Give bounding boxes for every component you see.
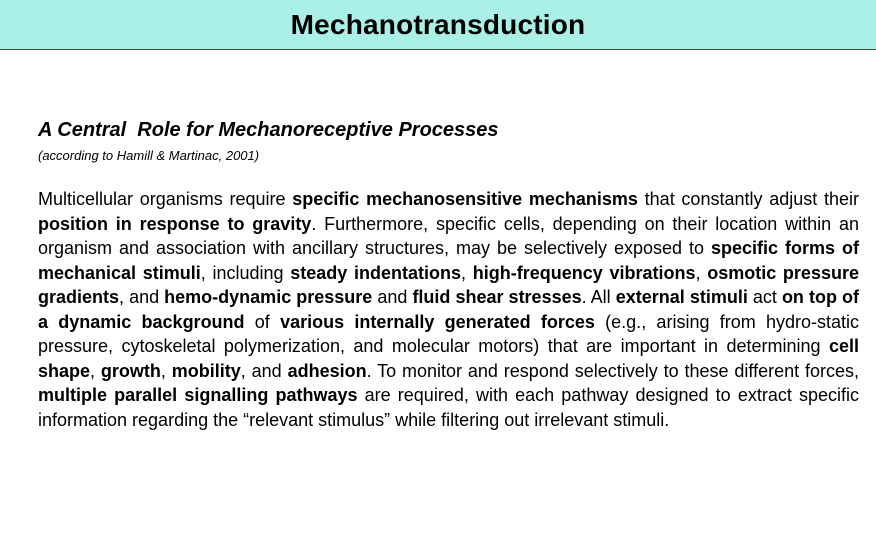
body-text: that constantly adjust their xyxy=(637,189,859,209)
title-bar xyxy=(0,0,876,50)
emphasis-mechanosensitive-mechanisms: specific mechanosensitive mechanisms xyxy=(292,189,638,209)
body-text: , xyxy=(160,360,172,381)
body-text: . Furthermore, specific cells, depending on their location within an organism and association with ancillary structures, may be selectively exposed to xyxy=(38,213,859,258)
page-title: Mechanotransduction xyxy=(290,8,586,40)
emphasis-osmotic-pressure-gradients: osmotic pressure gradients xyxy=(38,262,859,307)
body-paragraph xyxy=(38,187,859,432)
emphasis-position-gravity: position in response to gravity xyxy=(38,213,312,234)
body-text: (e.g., arising from hydro-static pressure, cytoskeletal polymerization, and molecular motors) that are important in determining xyxy=(38,311,859,356)
emphasis-steady-indentations: steady indentations xyxy=(290,262,462,283)
body-text: . To monitor and respond selectively to these different forces, xyxy=(366,360,859,381)
body-text: , and xyxy=(119,287,165,307)
body-text: , xyxy=(90,360,101,381)
body-text: are required, with each pathway designed to extract specific information regarding the “relevant stimulus” while filtering out irrelevant stimuli. xyxy=(38,385,860,430)
emphasis-signalling-pathways: multiple parallel signalling pathways xyxy=(38,385,358,405)
body-text: and xyxy=(372,287,413,307)
body-text: , and xyxy=(240,360,288,381)
section-heading: A Central Role for Mechanoreceptive Processes xyxy=(38,119,499,141)
body-text: act xyxy=(747,287,782,307)
emphasis-growth: growth xyxy=(100,360,161,381)
emphasis-high-frequency-vibrations: high-frequency vibrations xyxy=(472,262,696,283)
emphasis-internal-forces: various internally generated forces xyxy=(280,311,595,332)
citation: (according to Hamill & Martinac, 2001) xyxy=(38,148,260,163)
body-text: , including xyxy=(200,262,291,283)
emphasis-hemodynamic-pressure: hemo-dynamic pressure xyxy=(164,287,373,307)
body-text: of xyxy=(244,311,281,332)
emphasis-adhesion: adhesion xyxy=(287,360,367,381)
emphasis-mobility: mobility xyxy=(171,360,241,381)
body-text: Multicellular organisms require xyxy=(38,189,293,209)
emphasis-mechanical-stimuli: specific forms of mechanical stimuli xyxy=(38,238,859,283)
body-text: , xyxy=(461,262,473,283)
body-text: , xyxy=(695,262,708,283)
emphasis-external-stimuli: external stimuli xyxy=(615,287,748,307)
emphasis-cell-shape: cell shape xyxy=(38,336,859,381)
emphasis-dynamic-background: on top of a dynamic background xyxy=(38,287,859,332)
body-text: . All xyxy=(581,287,616,307)
emphasis-fluid-shear-stresses: fluid shear stresses xyxy=(412,287,582,307)
